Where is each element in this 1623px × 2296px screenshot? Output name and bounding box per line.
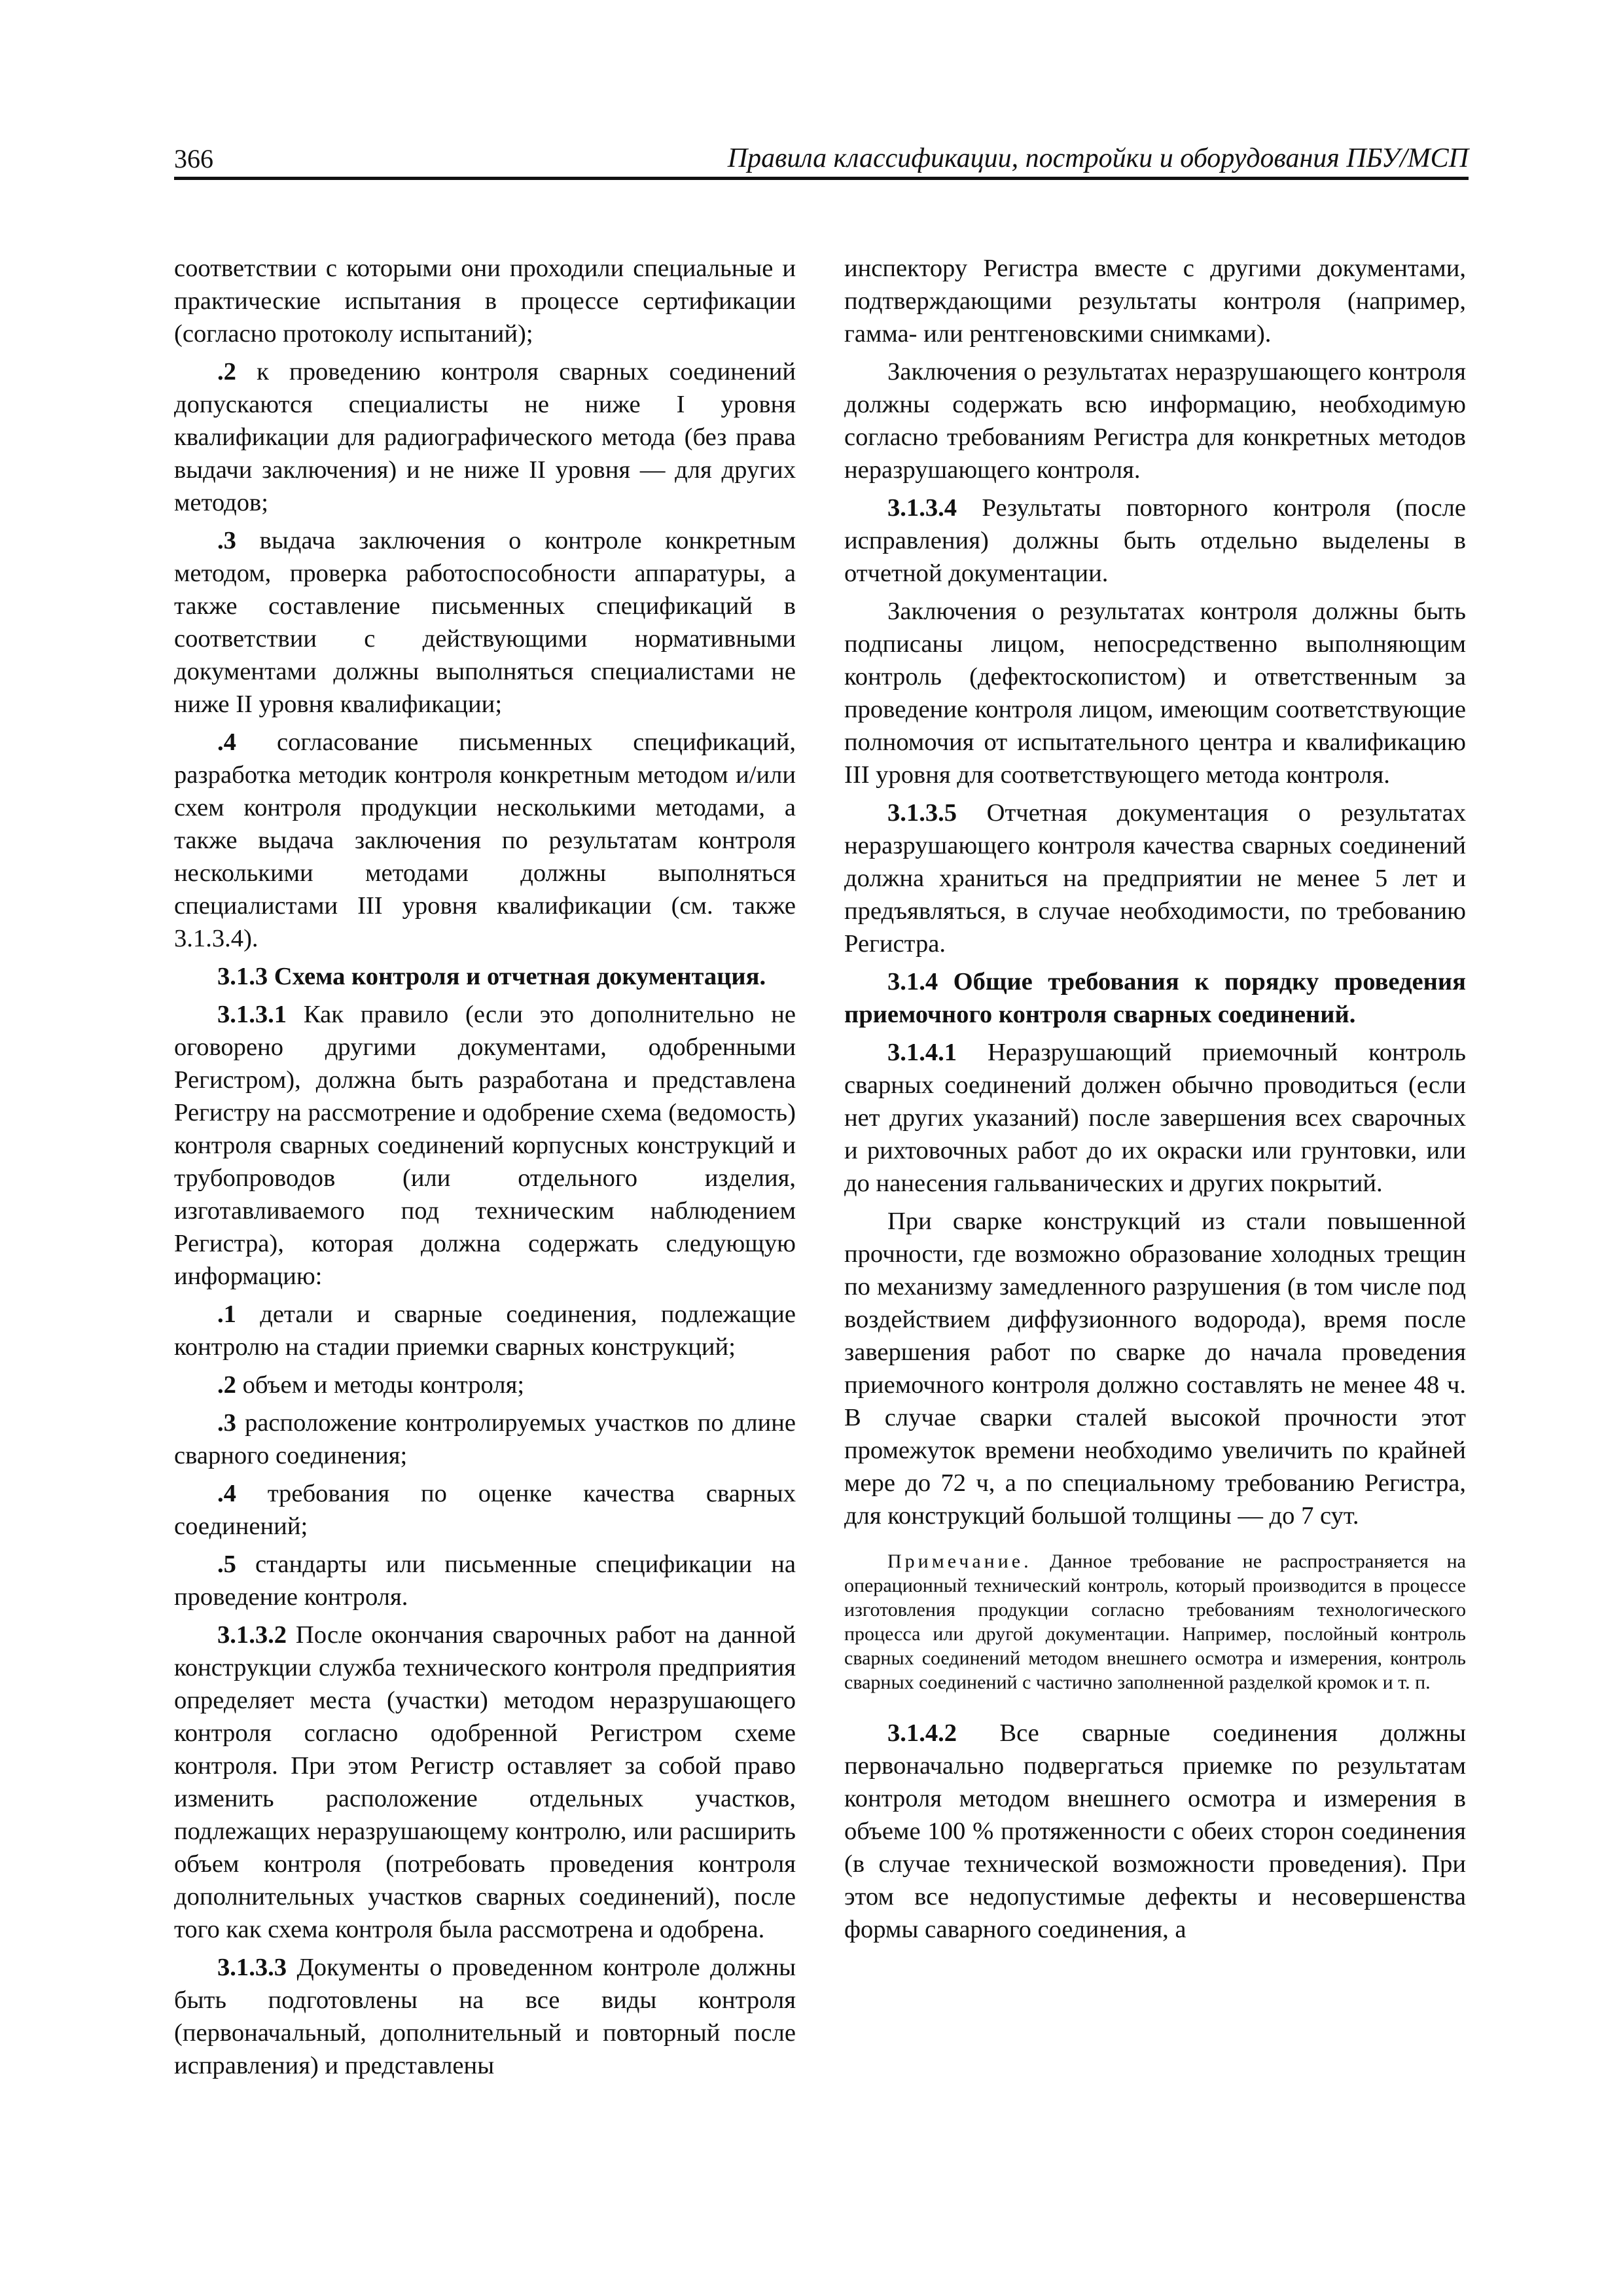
- right-column: [844, 252, 1466, 1946]
- paragraph: Заключения о результатах неразрушающего контроля должны содержать всю информацию, необходимую согласно требованиям Регистра для конкретных методов неразрушающего контроля.: [844, 358, 1466, 484]
- paragraph: Заключения о результатах контроля должны быть подписаны лицом, непосредственно выполняющим контроль (дефектоскопистом) и ответственным за проведение контроля лицом, имеющим соответствующие полномочия от испытательного центра и квалификацию III уровня для соответствующего метода контроля.: [844, 598, 1466, 789]
- paragraph: 3.1.3.4 Результаты повторного контроля (после исправления) должны быть отдельно выделены в отчетной документации.: [844, 494, 1466, 587]
- paragraph: 3.1.3.1 Как правило (если это дополнительно не оговорено другими документами, одобренными Регистром), должна быть разработана и представлена Регистру на рассмотрение и одобрение схема (ведомость) контроля сварных соединений корпусных конструкций и трубопроводов (или отдельного изделия, изготавливаемого под техническим наблюдением Регистра), которая должна содержать следующую информацию:: [174, 1001, 796, 1290]
- paragraph: соответствии с которыми они проходили специальные и практические испытания в процессе сертификации (согласно протоколу испытаний);: [174, 255, 796, 348]
- list-item: .5 стандарты или письменные спецификации на проведение контроля.: [174, 1551, 796, 1611]
- list-item: .2 к проведению контроля сварных соединений допускаются специалисты не ниже I уровня квалификации для радиографического метода (без права выдачи заключения) и не ниже II уровня — для других методов;: [174, 358, 796, 516]
- paragraph: 3.1.3.5 Отчетная документация о результатах неразрушающего контроля качества сварных соединений должна храниться на предприятии не менее 5 лет и предъявляться, в случае необходимости, по требованию Регистра.: [844, 799, 1466, 958]
- paragraph: 3.1.4.2 Все сварные соединения должны первоначально подвергаться приемке по результатам контроля методом внешнего осмотра и измерения в объеме 100 % протяженности с обеих сторон соединения (в случае технической возможности проведения). При этом все недопустимые дефекты и несовершенства формы саварного соединения, а: [844, 1719, 1466, 1943]
- running-title: Правила классификации, постройки и оборудования ПБУ/МСП: [727, 143, 1469, 173]
- paragraph: инспектору Регистра вместе с другими документами, подтверждающими результаты контроля (например, гамма- или рентгеновскими снимками).: [844, 255, 1466, 348]
- page-number: 366: [174, 144, 213, 173]
- left-column: [174, 252, 796, 2082]
- paragraph: 3.1.3.2 После окончания сварочных работ на данной конструкции служба технического контроля предприятия определяет места (участки) методом неразрушающего контроля согласно одобренной Регистром схеме контроля. При этом Регистр оставляет за собой право изменить расположение отдельных участков, подлежащих неразрушающему контролю, или расширить объем контроля (потребовать проведения контроля дополнительных участков сварных соединений), после того как схема контроля была рассмотрена и одобрена.: [174, 1621, 796, 1943]
- list-item: .3 выдача заключения о контроле конкретным методом, проверка работоспособности аппаратуры, а также составление письменных спецификаций в соответствии с действующими нормативными документами должны выполняться специалистами не ниже II уровня квалификации;: [174, 527, 796, 718]
- paragraph: 3.1.4.1 Неразрушающий приемочный контроль сварных соединений должен обычно проводиться (если нет других указаний) после завершения всех сварочных и рихтовочных работ до их окраски или грунтовки, или до нанесения гальванических и других покрытий.: [844, 1039, 1466, 1197]
- note-label: Примечание.: [887, 1551, 1032, 1572]
- paragraph: 3.1.3.3 Документы о проведенном контроле должны быть подготовлены на все виды контроля (первоначальный, дополнительный и повторный после исправления) и представлены: [174, 1954, 796, 2079]
- list-item: .2 объем и методы контроля;: [217, 1371, 525, 1399]
- list-item: .1 детали и сварные соединения, подлежащие контролю на стадии приемки сварных конструкций;: [174, 1300, 796, 1361]
- list-item: .3 расположение контролируемых участков по длине сварного соединения;: [174, 1409, 796, 1469]
- running-header: [174, 140, 1469, 179]
- list-item: .4 требования по оценке качества сварных соединений;: [174, 1480, 796, 1540]
- note: Примечание. Данное требование не распространяется на операционный технический контроль, который производится в процессе изготовления продукции согласно требованиям технологического процесса или другой документации. Например, послойный контроль сварных соединений методом внешнего осмотра и измерения, контроль сварных соединений с частично заполненной разделкой кромок и т. п.: [844, 1551, 1466, 1693]
- paragraph: При сварке конструкций из стали повышенной прочности, где возможно образование холодных трещин по механизму замедленного разрушения (в том числе под воздействием диффузионного водорода), время после завершения работ по сварке до начала проведения приемочного контроля должно составлять не менее 48 ч. В случае сварки сталей высокой прочности этот промежуток времени необходимо увеличить по крайней мере до 72 ч, а по специальному требованию Регистра, для конструкций большой толщины — до 7 сут.: [844, 1208, 1466, 1530]
- header-rule: [174, 177, 1469, 180]
- section-heading: 3.1.4 Общие требования к порядку проведения приемочного контроля сварных соединений.: [844, 968, 1466, 1028]
- section-heading: 3.1.3 Схема контроля и отчетная документация.: [217, 963, 766, 990]
- list-item: .4 согласование письменных спецификаций, разработка методик контроля конкретным методом и/или схем контроля продукции несколькими методами, а также выдача заключения по результатам контроля несколькими методами должны выполняться специалистами III уровня квалификации (см. также 3.1.3.4).: [174, 728, 796, 952]
